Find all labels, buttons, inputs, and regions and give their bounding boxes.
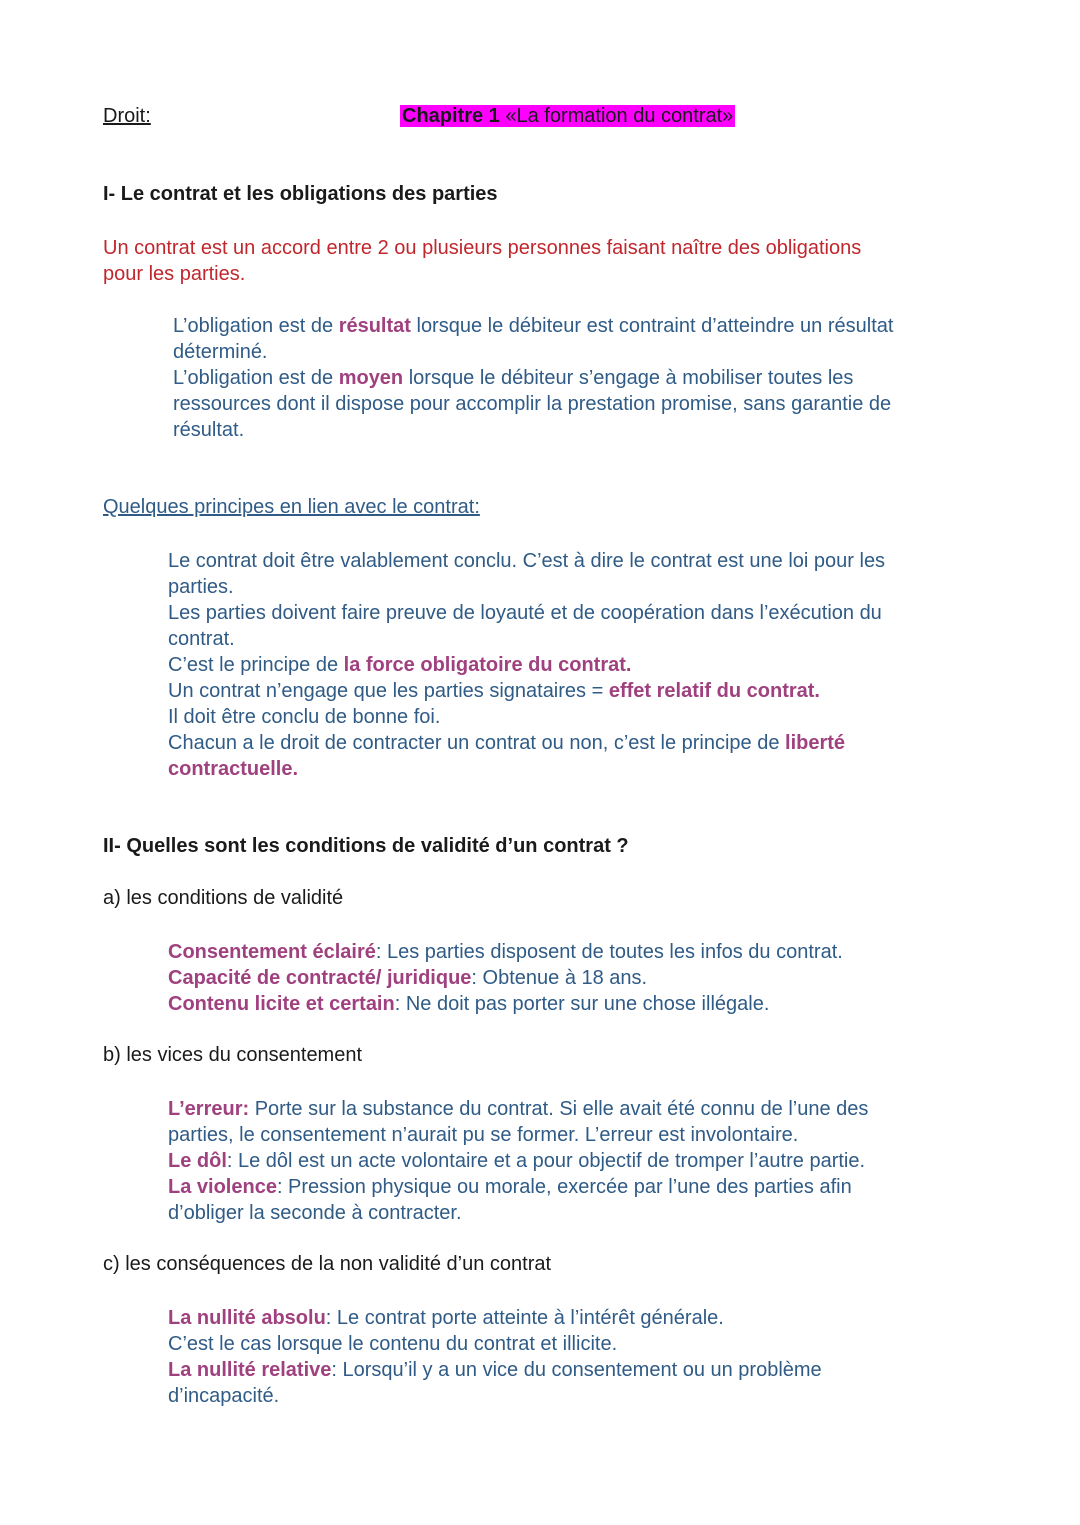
nullity-item [168,1357,1038,1383]
term-moyen: moyen [338,367,404,389]
condition-item [168,965,1038,991]
obligation-moyen [173,365,1033,391]
text-line: parties, le consentement n’aurait pu se former. L’erreur est involontaire. [168,1124,799,1146]
text-line: Le contrat doit être valablement conclu. C’est à dire le contrat est une loi pour les [168,550,886,572]
text-line: d’incapacité. [168,1385,280,1407]
text-line [168,730,1038,756]
obligations-block [173,313,1033,443]
condition-item [168,939,1038,965]
subsection-a-title: a) les conditions de validité [103,887,344,909]
section-2-heading: II- Quelles sont les conditions de validité d’un contrat ? [103,835,629,857]
condition-text: : Ne doit pas porter sur une chose illégale. [394,993,770,1015]
chapter-title [400,105,735,128]
text-line: d’obliger la seconde à contracter. [168,1202,462,1224]
vices-list [168,1096,1038,1226]
text-line: résultat. [173,419,245,441]
subject-label: Droit: [103,105,151,127]
text-line: Il doit être conclu de bonne foi. [168,706,441,728]
text: C’est le principe de [168,654,344,676]
text: lorsque le débiteur est contraint d’atteindre un résultat [410,315,894,337]
nullity-term-relative: La nullité relative [168,1359,332,1381]
condition-text: : Obtenue à 18 ans. [471,967,648,989]
text: L’obligation est de [173,367,339,389]
vice-text: : Le dôl est un acte volontaire et a pour objectif de tromper l’autre partie. [226,1150,866,1172]
text-line: contrat. [168,628,235,650]
subsection-b-title: b) les vices du consentement [103,1044,363,1066]
nullity-term-absolu: La nullité absolu [168,1307,326,1329]
definition-line: Un contrat est un accord entre 2 ou plusieurs personnes faisant naître des obligations [103,237,862,259]
condition-term: Contenu licite et certain [168,993,395,1015]
text: L’obligation est de [173,315,339,337]
term-liberte: liberté [785,732,846,754]
condition-term: Capacité de contracté/ juridique [168,967,472,989]
vice-term-dol: Le dôl [168,1150,227,1172]
section-1-heading: I- Le contrat et les obligations des parties [103,183,498,205]
text-line: parties. [168,576,234,598]
condition-term: Consentement éclairé [168,941,376,963]
nullity-item [168,1305,1038,1331]
text-line: ressources dont il dispose pour accomplir la prestation promise, sans garantie de [173,393,892,415]
vice-item [168,1174,1038,1200]
contract-definition [103,235,1003,287]
nullity-text: : Le contrat porte atteinte à l’intérêt générale. [325,1307,724,1329]
chapter-name: «La formation du contrat» [499,105,734,127]
condition-text: : Les parties disposent de toutes les infos du contrat. [375,941,843,963]
vice-text: Porte sur la substance du contrat. Si elle avait été connu de l’une des [249,1098,869,1120]
subsection-c-title: c) les conséquences de la non validité d’un contrat [103,1253,552,1275]
vice-text: : Pression physique ou morale, exercée par l’une des parties afin [276,1176,852,1198]
text: Chacun a le droit de contracter un contrat ou non, c’est le principe de [168,732,786,754]
vice-term-erreur: L’erreur: [168,1098,250,1120]
principles-block [168,548,1038,782]
term-contractuelle: contractuelle. [168,758,299,780]
vice-item [168,1096,1038,1122]
condition-item [168,991,1038,1017]
text-line: Les parties doivent faire preuve de loyauté et de coopération dans l’exécution du [168,602,882,624]
text: lorsque le débiteur s’engage à mobiliser toutes les [403,367,854,389]
chapter-number: Chapitre 1 [402,105,500,127]
nullity-list [168,1305,1038,1409]
nullity-text: : Lorsqu’il y a un vice du consentement ou un problème [331,1359,822,1381]
text-line: déterminé. [173,341,268,363]
obligation-resultat [173,313,1033,339]
term-resultat: résultat [338,315,411,337]
definition-line: pour les parties. [103,263,246,285]
vice-term-violence: La violence [168,1176,277,1198]
term-force-obligatoire: la force obligatoire du contrat. [343,654,632,676]
principles-title: Quelques principes en lien avec le contrat: [103,496,480,518]
text-line [168,652,1038,678]
text-line: C’est le cas lorsque le contenu du contrat et illicite. [168,1333,618,1355]
chapter-highlight [400,105,735,127]
text-line [168,678,1038,704]
term-effet-relatif: effet relatif du contrat. [608,680,820,702]
vice-item [168,1148,1038,1174]
conditions-list [168,939,1038,1017]
text: Un contrat n’engage que les parties signataires = [168,680,609,702]
